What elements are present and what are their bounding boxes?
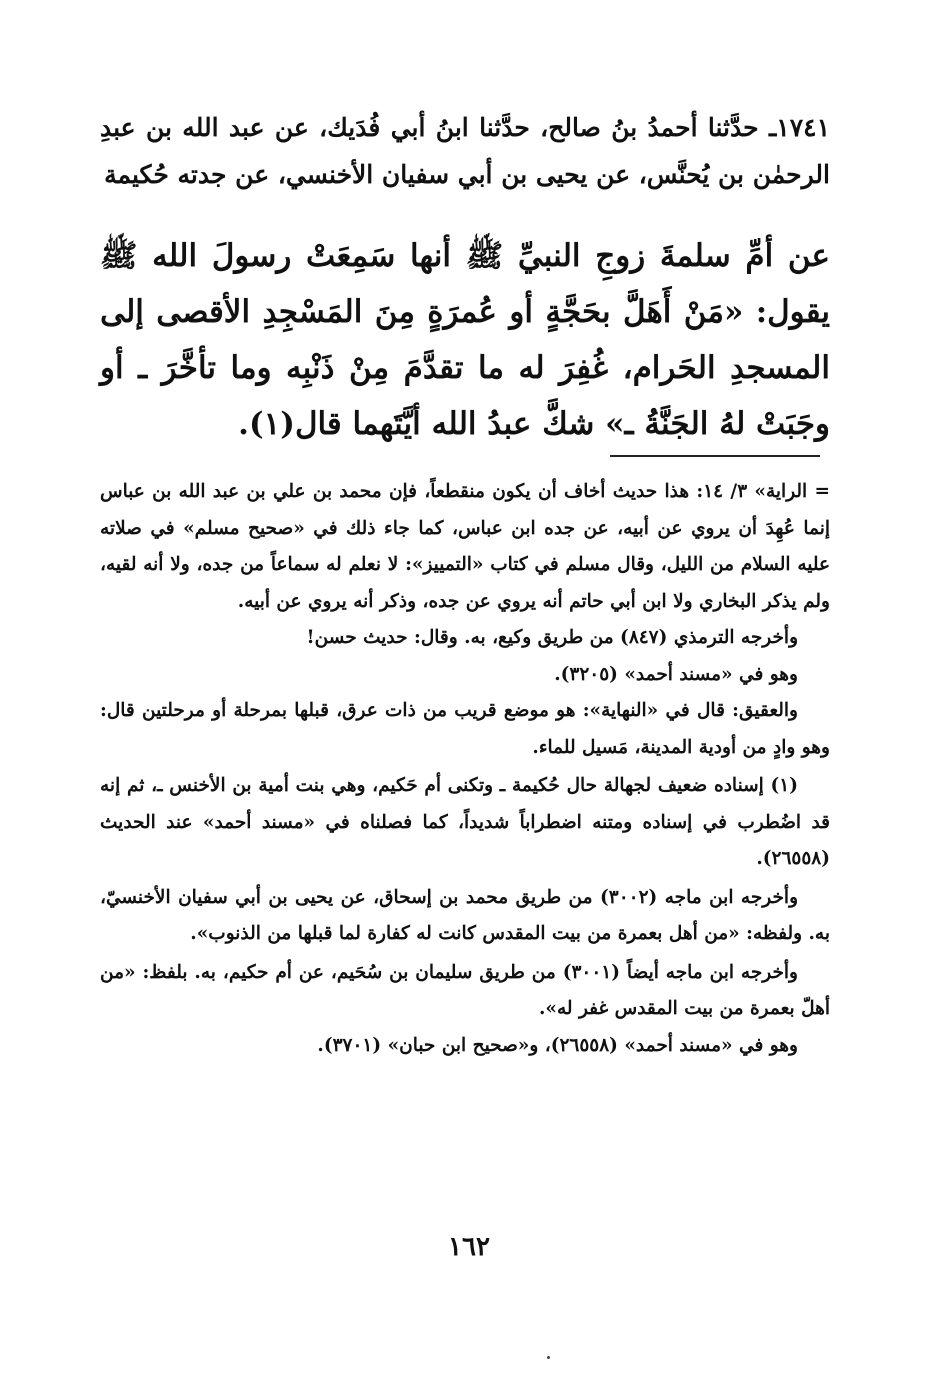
footnotes [100, 474, 830, 1064]
footnote-paragraph: وأخرجه ابن ماجه أيضاً (٣٠٠١) من طريق سليمان بن سُحَيم، عن أم حكيم، به. بلفظ: «من أهلّ بعمرة من بيت المقدس غفر له». [100, 961, 830, 1019]
hadith-isnad: ١٧٤١ـ حدَّثنا أحمدُ بنُ صالح، حدَّثنا ابنُ أبي فُدَيك، عن عبد الله بن عبدِ الرحمٰن بن يُحنَّس، عن يحيى بن أبي سفيان الأخنسي، عن جدته حُكيمة [100, 113, 831, 189]
scan-speck [547, 1356, 550, 1359]
footnote-separator [610, 455, 820, 457]
hadith-matn: عن أمِّ سلمةَ زوجِ النبيِّ ﷺ أنها سَمِعَتْ رسولَ الله ﷺ يقول: «مَنْ أَهَلَّ بحَجَّةٍ أو عُمرَةٍ مِنَ المَسْجِدِ الأقصى إلى المسجدِ الحَرام، غُفِرَ له ما تقدَّمَ مِنْ ذَنْبِه وما تأخَّرَ ـ أو وجَبَتْ لهُ الجَنَّةُ ـ» شكَّ عبدُ الله أيَّتَهما قال(١). [100, 238, 831, 442]
footnote-paragraph: وأخرجه الترمذي (٨٤٧) من طريق وكيع، به. وقال: حديث حسن! [306, 627, 798, 648]
footnote-paragraph: وهو في «مسند أحمد» (٢٦٥٥٨)، و«صحيح ابن حبان» (٣٧٠١). [317, 1034, 798, 1056]
footnote-paragraph: والعقيق: قال في «النهاية»: هو موضع قريب من ذات عرق، قبلها بمرحلة أو مرحلتين قال: وهو وادٍ من أودية المدينة، مَسيل للماء. [100, 700, 830, 758]
footnote-paragraph: وأخرجه ابن ماجه (٣٠٠٢) من طريق محمد بن إسحاق، عن يحيى بن أبي سفيان الأخنسيّ، به. ولفظه: «من أهل بعمرة من بيت المقدس كانت له كفارة لما قبلها من الذنوب». [100, 886, 830, 944]
footnote-continuation: = الراية» ٣/ ١٤: هذا حديث أخاف أن يكون منقطعاً، فإن محمد بن علي بن عبد الله بن عباس إنما عُهِدَ أن يروي عن أبيه، عن جده ابن عباس، كما جاء ذلك في «صحيح مسلم» في صلاته عليه السلام من الليل، وقال مسلم في كتاب «التمييز»: لا نعلم له سماعاً من جده، ولا أنه لقيه، ولم يذكر البخاري ولا ابن أبي حاتم أنه يروي عن جده، وذكر أنه يروي عن أبيه. [100, 481, 830, 612]
page-number: ١٦٢ [448, 1232, 490, 1262]
footnote-1: (١) إسناده ضعيف لجهالة حال حُكيمة ـ وتكنى أم حَكيم، وهي بنت أمية بن الأخنس ـ، ثم إنه قد اضُطرب في إسناده ومتنه اضطراباً شديداً، كما فصلناه في «مسند أحمد» عند الحديث (٢٦٥٥٨). [100, 775, 830, 869]
footnote-paragraph: وهو في «مسند أحمد» (٣٢٠٥). [554, 663, 798, 685]
